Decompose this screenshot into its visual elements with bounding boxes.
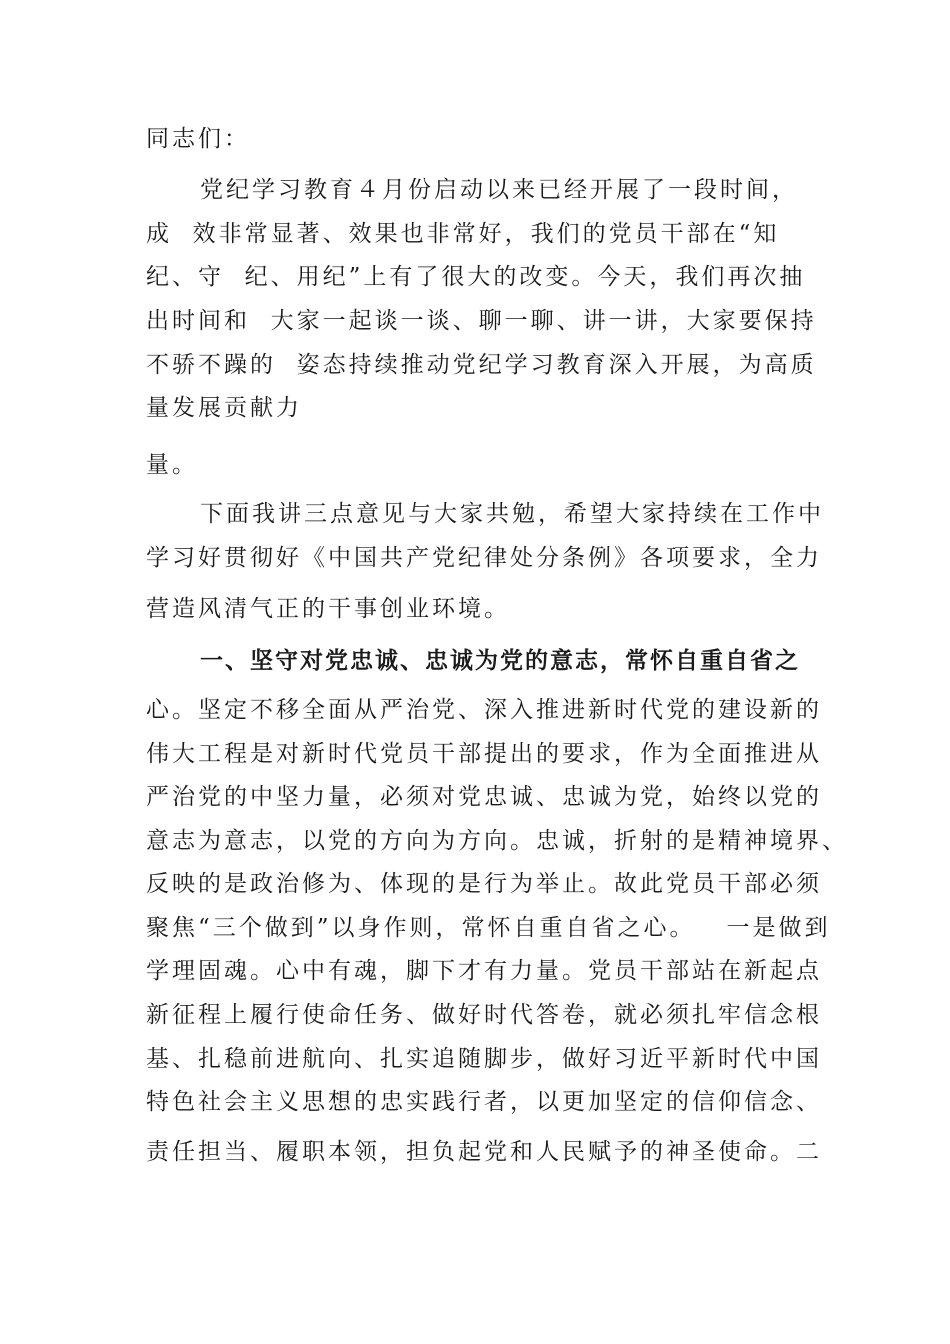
paragraph-line: 特色社会主义思想的忠实践行者，以更加坚定的信仰信念、 — [146, 1089, 822, 1115]
paragraph-line: 责任担当、履职本领，担负起党和人民赋予的神圣使命。二 — [146, 1139, 822, 1165]
paragraph-line: 下面我讲三点意见与大家共勉，希望大家持续在工作中 — [200, 501, 824, 527]
paragraph-line: 反映的是政治修为、体现的是行为举止。故此党员干部必须 — [146, 871, 822, 897]
paragraph-line: 量。 — [146, 452, 198, 478]
paragraph-line: 营造风清气正的干事创业环境。 — [146, 596, 510, 622]
paragraph-line: 学理固魂。心中有魂，脚下才有力量。党员干部站在新起点 — [146, 958, 822, 984]
section-heading-1: 一、坚守对党忠诚、忠诚为党的意志，常怀自重自省之 — [200, 648, 800, 674]
paragraph-line: 心。坚定不移全面从严治党、深入推进新时代党的建设新的 — [146, 697, 822, 723]
paragraph-line: 伟大工程是对新时代党员干部提出的要求，作为全面推进从 — [146, 741, 822, 767]
paragraph-line: 纪、守 纪、用纪”上有了很大的改变。今天，我们再次抽 — [146, 264, 806, 290]
paragraph-line: 不骄不躁的 姿态持续推动党纪学习教育深入开展，为高质 — [146, 352, 817, 378]
paragraph-line: 严治党的中坚力量，必须对党忠诚、忠诚为党，始终以党的 — [146, 784, 822, 810]
paragraph-line: 党纪学习教育４月份启动以来已经开展了一段时间， — [200, 177, 798, 203]
paragraph-line: 学习好贯彻好《中国共产党纪律处分条例》各项要求，全力 — [146, 545, 822, 571]
paragraph-line: 基、扎稳前进航向、扎实追随脚步，做好习近平新时代中国 — [146, 1046, 822, 1072]
paragraph-line: 聚焦“三个做到”以身作则，常怀自重自省之心。 一是做到 — [146, 915, 831, 941]
paragraph-line: 量发展贡献力 — [146, 395, 302, 421]
paragraph-line: 成 效非常显著、效果也非常好，我们的党员干部在“知 — [146, 221, 780, 247]
paragraph-line: 新征程上履行使命任务、做好时代答卷，就必须扎牢信念根 — [146, 1002, 822, 1028]
salutation: 同志们： — [146, 126, 250, 152]
paragraph-line: 意志为意志，以党的方向为方向。忠诚，折射的是精神境界、 — [146, 828, 848, 854]
paragraph-line: 出时间和 大家一起谈一谈、聊一聊、讲一讲，大家要保持 — [146, 308, 817, 334]
